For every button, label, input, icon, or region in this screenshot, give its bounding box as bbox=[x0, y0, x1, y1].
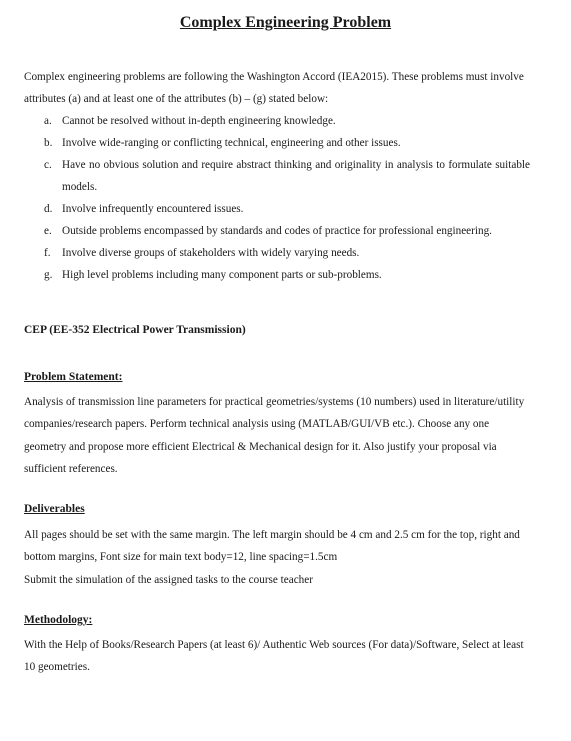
list-item-letter: b. bbox=[44, 137, 53, 149]
list-item bbox=[44, 198, 530, 220]
list-item-text: Involve infrequently encountered issues. bbox=[62, 203, 244, 215]
list-item bbox=[44, 110, 530, 132]
deliverables-body bbox=[24, 524, 528, 591]
attributes-list bbox=[44, 110, 530, 286]
list-item-text: Cannot be resolved without in-depth engineering knowledge. bbox=[62, 115, 336, 127]
deliverables-formatting-text: All pages should be set with the same margin. The left margin should be 4 cm and 2.5 cm for the top, right and bottom margins, Font size for main text body=12, line spacing=1.5cm bbox=[24, 529, 520, 564]
list-item-letter: a. bbox=[44, 115, 52, 127]
list-item bbox=[44, 264, 530, 286]
list-item-letter: g. bbox=[44, 269, 53, 281]
intro-paragraph: Complex engineering problems are following the Washington Accord (IEA2015). These problems must involve attributes (a) and at least one of the attributes (b) – (g) stated below: bbox=[24, 71, 524, 105]
list-item-text: High level problems including many component parts or sub-problems. bbox=[62, 269, 382, 281]
list-item bbox=[44, 154, 530, 198]
cep-course-title: CEP (EE-352 Electrical Power Transmission) bbox=[24, 324, 246, 336]
problem-statement-heading: Problem Statement: bbox=[24, 371, 123, 383]
deliverables-heading: Deliverables bbox=[24, 503, 85, 515]
methodology-heading: Methodology: bbox=[24, 614, 93, 626]
list-item-letter: d. bbox=[44, 203, 53, 215]
list-item bbox=[44, 132, 530, 154]
list-item-text: Involve wide-ranging or conflicting technical, engineering and other issues. bbox=[62, 137, 401, 149]
list-item-text: Outside problems encompassed by standards and codes of practice for professional engineering. bbox=[62, 225, 492, 237]
list-item bbox=[44, 242, 530, 264]
methodology-body: With the Help of Books/Research Papers (at least 6)/ Authentic Web sources (For data)/Software, Select at least 10 geometries. bbox=[24, 639, 524, 674]
document-title: Complex Engineering Problem bbox=[179, 14, 392, 31]
list-item-text: Have no obvious solution and require abstract thinking and originality in analysis to formulate suitable models. bbox=[62, 159, 530, 193]
problem-statement-body: Analysis of transmission line parameters for practical geometries/systems (10 numbers) used in literature/utility companies/research papers. Perform technical analysis using (MATLAB/GUI/VB etc.). Choose any one geometry and propose more efficient Electrical & Mechanical design for it. Also justify your proposal via sufficient references. bbox=[24, 396, 525, 475]
list-item-letter: c. bbox=[44, 159, 52, 171]
list-item-letter: e. bbox=[44, 225, 52, 237]
deliverables-submission-text: Submit the simulation of the assigned tasks to the course teacher bbox=[24, 573, 313, 586]
list-item bbox=[44, 220, 530, 242]
list-item-text: Involve diverse groups of stakeholders with widely varying needs. bbox=[62, 247, 360, 259]
list-item-letter: f. bbox=[44, 247, 51, 259]
